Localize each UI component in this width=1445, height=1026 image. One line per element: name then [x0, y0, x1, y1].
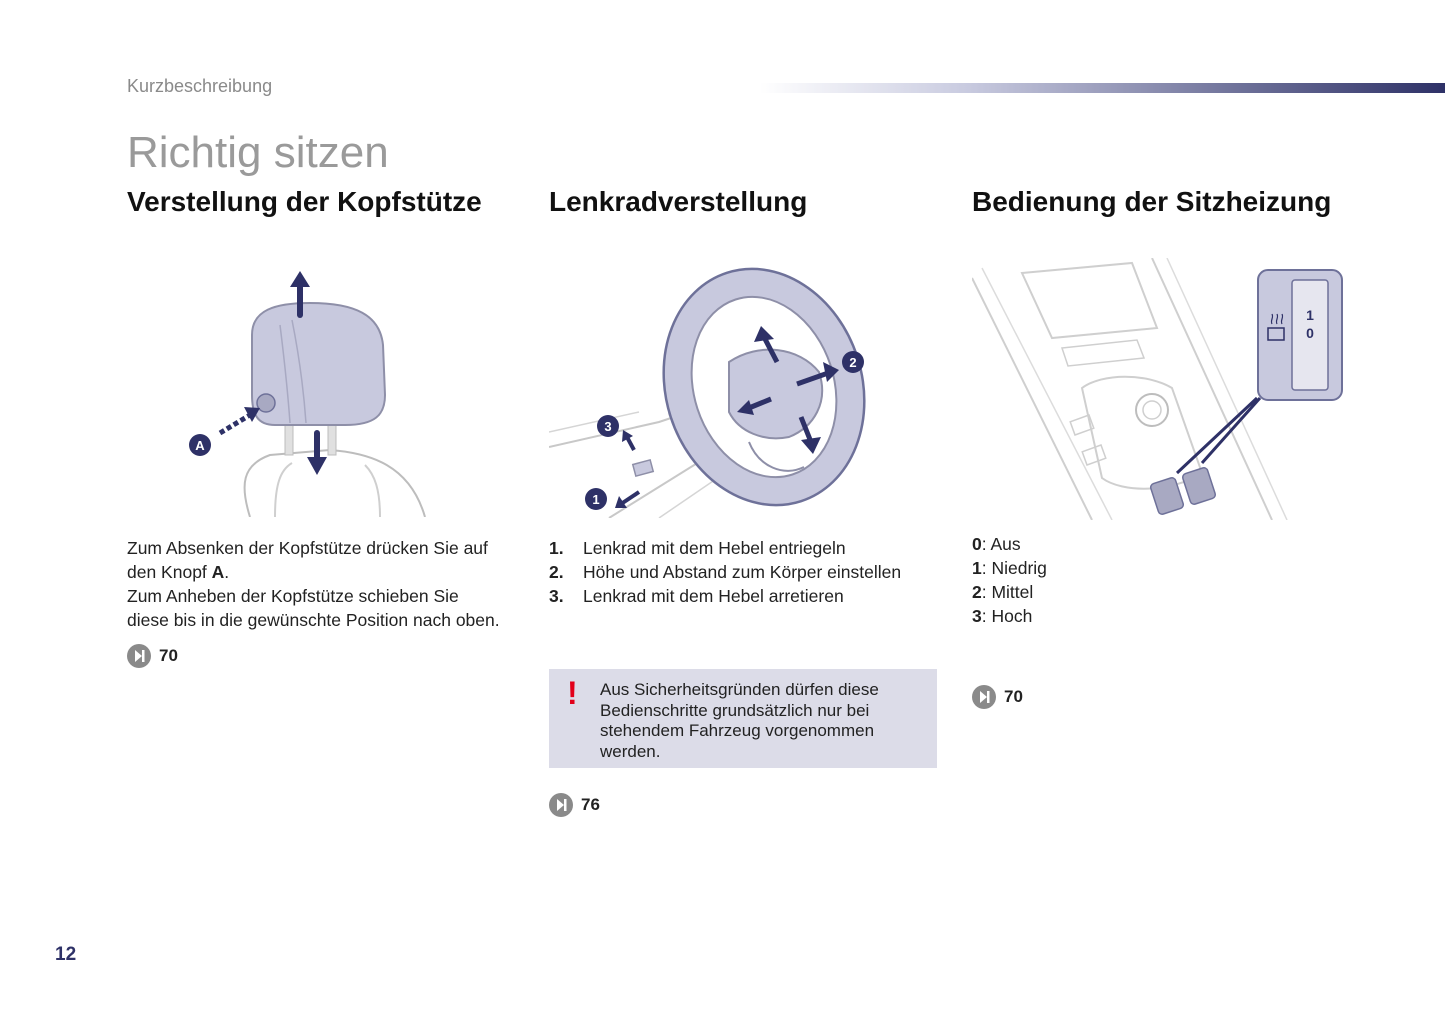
- switch-mark-1: 1: [1306, 307, 1314, 323]
- page-reference-icon: [549, 793, 573, 817]
- steering-reference[interactable]: [549, 793, 600, 817]
- steering-ref-page: 76: [581, 795, 600, 814]
- seat-heating-ref-page: 70: [1004, 687, 1023, 706]
- list-item: 3. Lenkrad mit dem Hebel arretieren: [549, 586, 844, 606]
- headrest-reference[interactable]: [127, 644, 178, 668]
- list-item: 2. Höhe und Abstand zum Körper einstellen: [549, 562, 902, 582]
- page-reference-icon: [972, 685, 996, 709]
- seat-heating-reference[interactable]: [972, 685, 1023, 709]
- steering-heading: Lenkradverstellung: [549, 186, 808, 217]
- section-label: Kurzbeschreibung: [127, 76, 273, 96]
- list-item: 1. Lenkrad mit dem Hebel entriegeln: [549, 538, 846, 558]
- headrest-line4: diese bis in die gewünschte Position nach oben.: [127, 610, 500, 630]
- page-title: Richtig sitzen: [127, 128, 389, 177]
- headrest-line1: Zum Absenken der Kopfstütze drücken Sie auf: [127, 538, 488, 558]
- label-2: 2: [849, 355, 857, 370]
- header-bar: [760, 83, 1445, 93]
- warning-icon: !: [567, 675, 578, 711]
- headrest-line3: Zum Anheben der Kopfstütze schieben Sie: [127, 586, 459, 606]
- headrest-description: [127, 536, 527, 632]
- headrest-illustration: [180, 265, 440, 517]
- seat-heating-illustration: [972, 258, 1344, 520]
- label-1: 1: [592, 492, 600, 507]
- headrest-line2: den Knopf A.: [127, 562, 230, 582]
- steering-illustration: [549, 262, 869, 518]
- steering-steps: [549, 536, 939, 608]
- label-a: A: [195, 438, 205, 453]
- switch-mark-0: 0: [1306, 325, 1314, 341]
- label-3: 3: [604, 419, 612, 434]
- safety-warning-box: [549, 669, 937, 768]
- list-item: 1: Niedrig: [972, 558, 1047, 578]
- list-item: 0: Aus: [972, 534, 1021, 554]
- page-reference-icon: [127, 644, 151, 668]
- seat-heating-levels: [972, 532, 1047, 628]
- safety-warning-text: Aus Sicherheitsgründen dürfen diese Bedienschritte grundsätzlich nur bei stehendem Fahrzeug vorgenommen werden.: [600, 680, 879, 761]
- list-item: 3: Hoch: [972, 606, 1033, 626]
- seat-heating-heading: Bedienung der Sitzheizung: [972, 186, 1332, 217]
- page-number: 12: [55, 944, 77, 965]
- headrest-ref-page: 70: [159, 646, 178, 665]
- headrest-heading: Verstellung der Kopfstütze: [127, 186, 482, 217]
- list-item: 2: Mittel: [972, 582, 1034, 602]
